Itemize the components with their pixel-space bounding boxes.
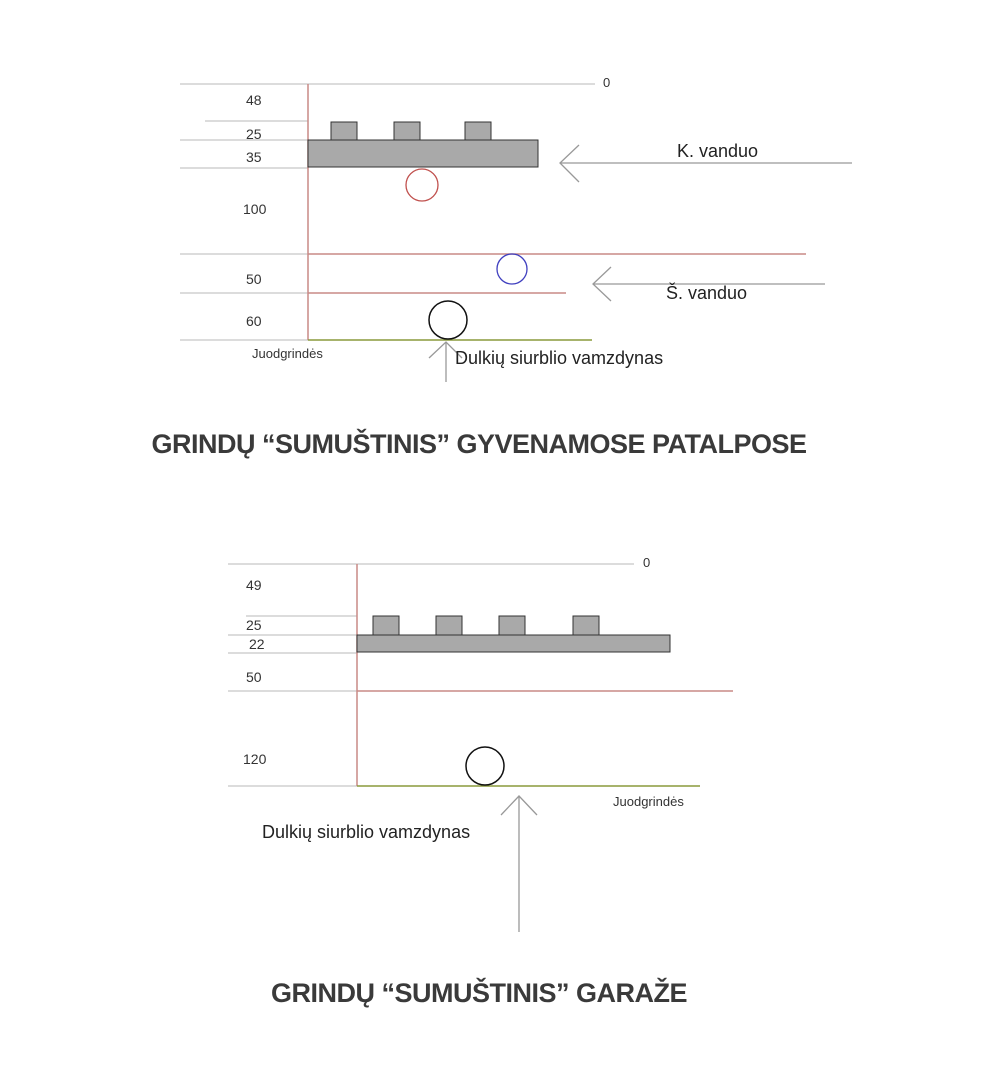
vacuum-pipe <box>466 747 504 785</box>
level-label: 25 <box>246 617 262 633</box>
level-label: 50 <box>246 669 262 685</box>
floor-slab <box>357 635 670 652</box>
vacuum-pipe-label: Dulkių siurblio vamzdynas <box>262 822 471 842</box>
level-label: 50 <box>246 271 262 287</box>
cold-water-pipe <box>497 254 527 284</box>
level-label: 100 <box>243 201 267 217</box>
vacuum-pipe-arrow <box>501 796 537 932</box>
vacuum-pipe-label: Dulkių siurblio vamzdynas <box>455 348 664 368</box>
stud-1 <box>373 616 399 635</box>
diagram-living-rooms <box>151 75 852 459</box>
level-label: 25 <box>246 126 262 142</box>
stud-3 <box>499 616 525 635</box>
subfloor-label: Juodgrindės <box>613 794 684 809</box>
level-label: 49 <box>246 577 262 593</box>
hot-water-pipe <box>406 169 438 201</box>
diagram-title: GRINDŲ “SUMUŠTINIS” GARAŽE <box>270 978 688 1008</box>
diagram-garage <box>228 555 733 1008</box>
level-label: 120 <box>243 751 267 767</box>
level-label: 22 <box>249 636 265 652</box>
stud-2 <box>436 616 462 635</box>
subfloor-label: Juodgrindės <box>252 346 323 361</box>
floor-slab <box>308 140 538 167</box>
zero-label: 0 <box>643 555 651 570</box>
diagram-title: GRINDŲ “SUMUŠTINIS” GYVENAMOSE PATALPOSE <box>151 429 807 459</box>
level-label: 48 <box>246 92 262 108</box>
level-label: 35 <box>246 149 262 165</box>
level-label: 60 <box>246 313 262 329</box>
cold-water-label: Š. vanduo <box>666 283 748 303</box>
vacuum-pipe <box>429 301 467 339</box>
stud-2 <box>394 122 420 140</box>
stud-4 <box>573 616 599 635</box>
zero-label: 0 <box>603 75 611 90</box>
stud-1 <box>331 122 357 140</box>
stud-3 <box>465 122 491 140</box>
hot-water-label: K. vanduo <box>677 141 759 161</box>
